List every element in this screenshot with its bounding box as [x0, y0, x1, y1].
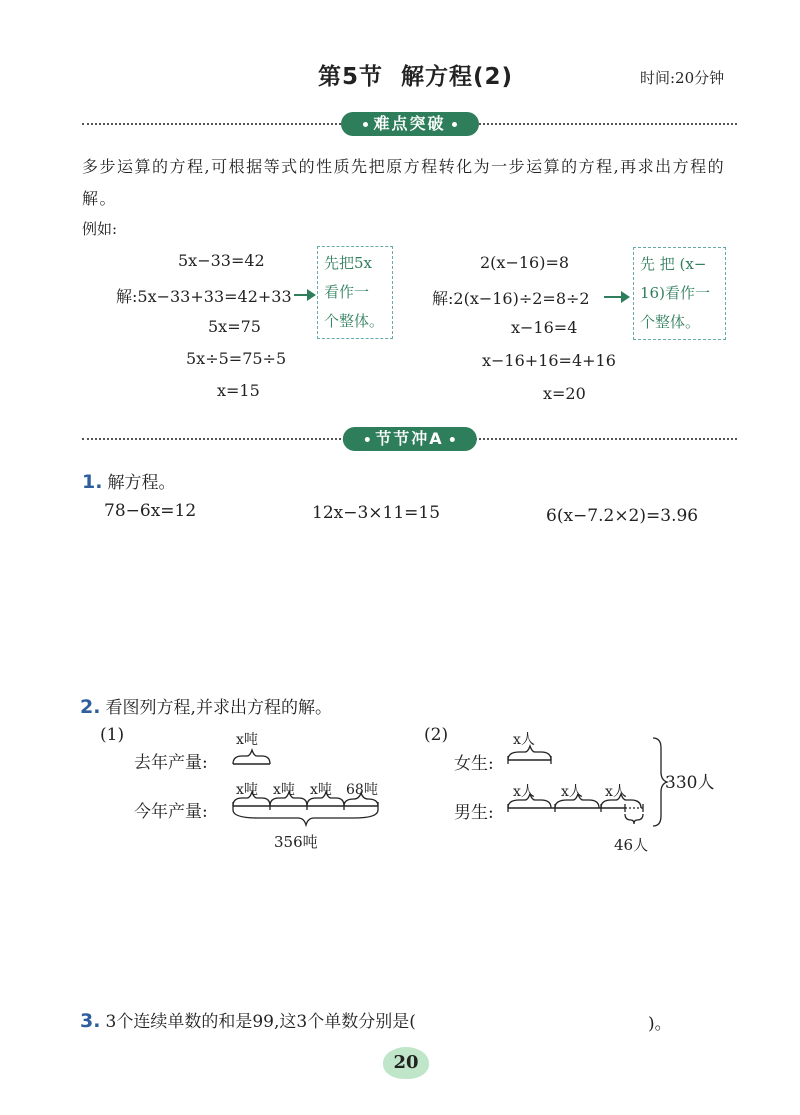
- bar-diagram-1: [228, 742, 398, 837]
- example1-line-4: 5x÷5=75÷5: [186, 349, 287, 368]
- example2-line-4: x−16+16=4+16: [482, 351, 616, 370]
- bar-diagram-2: [505, 734, 670, 834]
- banner-practice: 节节冲A: [342, 427, 476, 451]
- example2-line-5: x=20: [543, 384, 586, 403]
- extra-ton-label: 68吨: [346, 782, 378, 798]
- page-title: [318, 58, 513, 91]
- section-title: 解方程(2): [401, 64, 514, 90]
- arrow-icon: [604, 296, 628, 298]
- banner-difficulty: 难点突破: [340, 112, 478, 136]
- x-ton-label: x吨: [236, 782, 258, 798]
- question-text: 看图列方程,并求出方程的解。: [105, 698, 332, 718]
- less-person-label: 46人: [614, 836, 649, 854]
- question-text: 解方程。: [107, 473, 176, 493]
- arrow-icon: [294, 294, 314, 296]
- example1-line-3: 5x=75: [208, 317, 261, 336]
- divider-difficulty: [82, 112, 737, 136]
- total-person-label: 330人: [665, 773, 715, 793]
- x-ton-label: x吨: [273, 782, 295, 798]
- q1-equation-3: 6(x−7.2×2)=3.96: [546, 506, 699, 526]
- example2-line-3: x−16=4: [511, 318, 578, 337]
- q2-part1-label: (1): [100, 725, 125, 745]
- q2-part2-label: (2): [424, 725, 449, 745]
- x-ton-label: x吨: [236, 732, 258, 748]
- example2-line-2: 解:2(x−16)÷2=8÷2: [432, 289, 590, 308]
- example1-line-2: 解:5x−33+33=42+33: [116, 287, 292, 306]
- x-person-label: x人: [513, 784, 535, 800]
- x-ton-label: x吨: [310, 782, 332, 798]
- last-year-label: 去年产量:: [134, 753, 208, 773]
- this-year-label: 今年产量:: [134, 802, 208, 822]
- question-1: [82, 468, 176, 493]
- example1-line-1: 5x−33=42: [178, 251, 265, 270]
- question-number: 1.: [82, 471, 103, 493]
- question-number: 2.: [80, 696, 101, 718]
- girls-label: 女生:: [454, 754, 494, 774]
- answer-close-paren: )。: [648, 1014, 672, 1034]
- example1-note: 先把5x 看作一 个整体。: [317, 246, 393, 339]
- question-3: [80, 1007, 416, 1032]
- page-number: 20: [383, 1047, 429, 1079]
- x-person-label: x人: [561, 784, 583, 800]
- example2-note: 先 把 (x− 16)看作一 个整体。: [633, 247, 726, 340]
- question-2: [80, 693, 332, 718]
- intro-text: 多步运算的方程,可根据等式的性质先把原方程转化为一步运算的方程,再求出方程的解。: [82, 157, 726, 208]
- divider-practice: [82, 427, 737, 451]
- x-person-label: x人: [605, 784, 627, 800]
- example1-line-5: x=15: [217, 381, 260, 400]
- question-number: 3.: [80, 1010, 101, 1032]
- x-person-label: x人: [513, 732, 535, 748]
- q1-equation-1: 78−6x=12: [104, 501, 197, 521]
- question-text: 3个连续单数的和是99,这3个单数分别是(: [105, 1012, 416, 1032]
- boys-label: 男生:: [454, 803, 494, 823]
- example-label: 例如:: [82, 220, 118, 238]
- q1-equation-2: 12x−3×11=15: [312, 503, 441, 523]
- example2-line-1: 2(x−16)=8: [480, 253, 570, 272]
- time-limit: 时间:20分钟: [640, 69, 725, 87]
- section-number: 第5节: [318, 64, 384, 90]
- total-ton-label: 356吨: [274, 833, 318, 851]
